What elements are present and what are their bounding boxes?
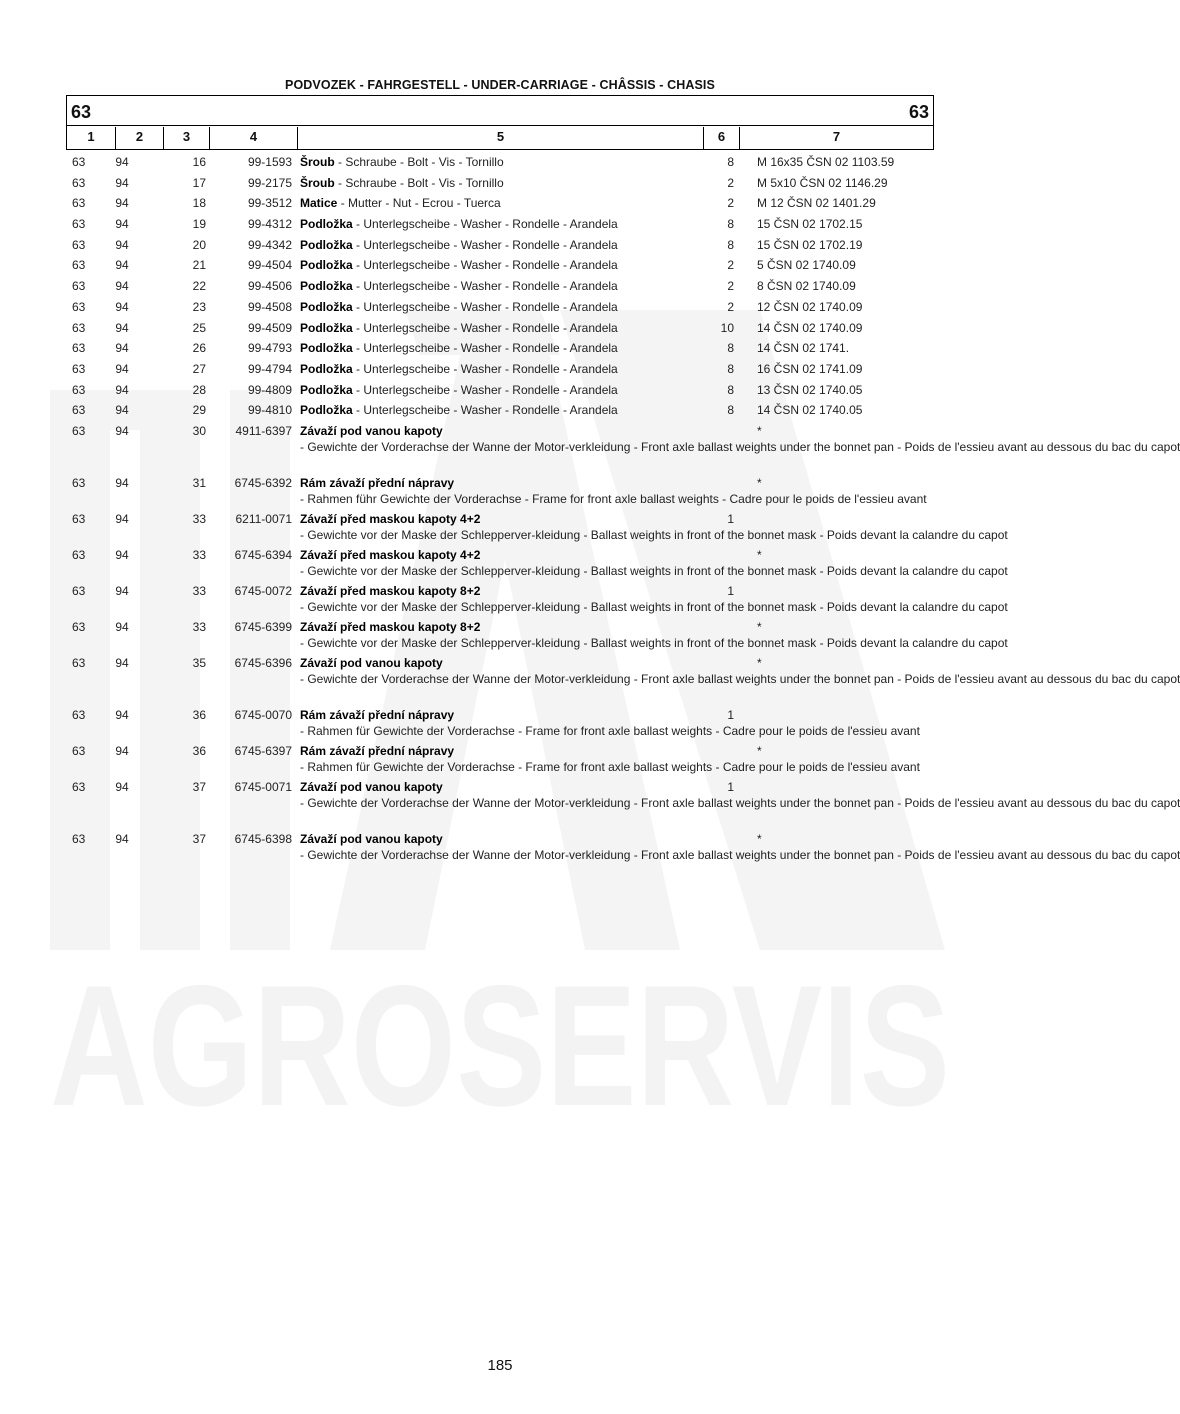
part-name: Závaží pod vanou kapoty: [300, 831, 443, 846]
cell-col1: 63: [72, 361, 86, 376]
cell-note: M 5x10 ČSN 02 1146.29: [757, 175, 888, 190]
table-header: [66, 95, 934, 150]
page-number: 185: [487, 1357, 513, 1374]
cell-col1: 63: [72, 382, 86, 397]
cell-col3: 36: [192, 707, 206, 722]
table-row: [0, 235, 1000, 256]
cell-part-number: 99-4810: [247, 403, 292, 418]
part-name: Rám závaží přední nápravy: [300, 743, 455, 758]
cell-part-number: 6745-6394: [234, 547, 292, 562]
cell-note: 15 ČSN 02 1702.19: [757, 237, 863, 252]
cell-col1: 63: [72, 583, 86, 598]
cell-quantity: 8: [727, 403, 734, 418]
cell-quantity: 8: [727, 237, 734, 252]
part-name: Podložka: [300, 279, 353, 294]
cell-col2: 94: [115, 196, 129, 211]
table-row: [0, 473, 1000, 509]
cell-col3: 30: [192, 423, 206, 438]
cell-col1: 63: [72, 831, 86, 846]
cell-note: M 16x35 ČSN 02 1103.59: [757, 155, 895, 169]
cell-description: [300, 423, 1180, 455]
cell-col1: 63: [72, 655, 86, 670]
cell-col3: 33: [192, 619, 206, 634]
part-translations: - Unterlegscheibe - Washer - Rondelle - Arandela: [352, 237, 618, 252]
cell-part-number: 6745-6397: [234, 743, 292, 758]
cell-col3: 28: [192, 382, 206, 397]
part-name: Podložka: [300, 382, 353, 397]
part-name: Závaží před maskou kapoty 4+2: [300, 547, 481, 562]
cell-col3: 36: [192, 743, 206, 758]
cell-note: 12 ČSN 02 1740.09: [757, 299, 863, 314]
cell-description: [300, 216, 700, 232]
cell-col2: 94: [115, 217, 129, 232]
table-row: [0, 829, 1180, 881]
cell-description: [300, 707, 920, 739]
cell-col1: 63: [72, 175, 86, 190]
cell-description: [300, 583, 1008, 615]
cell-description: [300, 655, 1180, 687]
cell-col2: 94: [115, 341, 129, 356]
cell-quantity: 2: [727, 258, 734, 273]
cell-col2: 94: [115, 175, 129, 190]
cell-col1: 63: [72, 217, 86, 232]
part-translations: - Gewichte der Vorderachse der Wanne der Motor-verkleidung - Front axle ballast weights under the bonnet pan - Poids de l'essieu avant au dessous du bac du capot: [300, 671, 1180, 686]
cell-description: [300, 175, 700, 191]
part-name: Podložka: [300, 237, 353, 252]
cell-col1: 63: [72, 707, 86, 722]
column-header-4: 4: [209, 127, 297, 149]
cell-description: [300, 619, 1008, 651]
part-translations: - Unterlegscheibe - Washer - Rondelle - Arandela: [352, 320, 618, 335]
cell-note: *: [757, 423, 762, 438]
section-number-left: 63: [71, 102, 92, 122]
cell-description: [300, 237, 700, 253]
cell-col2: 94: [115, 382, 129, 397]
cell-quantity: 2: [727, 299, 734, 314]
part-translations: - Unterlegscheibe - Washer - Rondelle - Arandela: [352, 403, 618, 418]
cell-quantity: 1: [727, 583, 734, 598]
cell-col2: 94: [115, 583, 129, 598]
cell-part-number: 4911-6397: [235, 423, 292, 438]
part-name: Závaží pod vanou kapoty: [300, 779, 443, 794]
cell-col3: 29: [192, 403, 206, 418]
cell-col2: 94: [115, 619, 129, 634]
cell-note: *: [757, 655, 762, 670]
part-name: Podložka: [300, 217, 353, 232]
cell-note: 5 ČSN 02 1740.09: [757, 258, 856, 273]
part-name: Šroub: [300, 175, 335, 190]
cell-part-number: 99-1593: [247, 155, 292, 169]
cell-col1: 63: [72, 511, 86, 526]
part-name: Závaží před maskou kapoty 8+2: [300, 583, 481, 598]
cell-description: [300, 299, 700, 315]
cell-part-number: 99-2175: [247, 175, 292, 190]
table-row: [0, 152, 1000, 173]
cell-part-number: 99-4506: [247, 279, 292, 294]
cell-part-number: 99-4794: [247, 361, 292, 376]
cell-quantity: 2: [727, 279, 734, 294]
part-name: Matice: [300, 196, 338, 211]
column-header-2: 2: [115, 127, 163, 149]
cell-quantity: 1: [727, 511, 734, 526]
cell-col1: 63: [72, 779, 86, 794]
cell-col3: 16: [192, 155, 206, 169]
cell-description: [300, 382, 700, 398]
cell-description: [300, 402, 700, 418]
cell-col2: 94: [115, 831, 129, 846]
cell-col3: 21: [192, 258, 206, 273]
table-row: [0, 705, 1000, 741]
cell-part-number: 99-4809: [247, 382, 292, 397]
part-translations: - Schraube - Bolt - Vis - Tornillo: [334, 175, 504, 190]
cell-part-number: 6745-0070: [234, 707, 292, 722]
cell-col1: 63: [72, 155, 86, 169]
part-translations: - Unterlegscheibe - Washer - Rondelle - Arandela: [352, 258, 618, 273]
cell-col3: 25: [192, 320, 206, 335]
cell-quantity: 8: [727, 382, 734, 397]
part-name: Závaží pod vanou kapoty: [300, 423, 443, 438]
cell-part-number: 99-4504: [247, 258, 292, 273]
table-row: [0, 214, 1000, 235]
cell-quantity: 8: [727, 155, 734, 169]
column-header-7: 7: [739, 127, 933, 149]
watermark-text: AGROSERVIS: [50, 950, 950, 1142]
part-name: Rám závaží přední nápravy: [300, 475, 455, 490]
cell-col3: 23: [192, 299, 206, 314]
cell-note: 8 ČSN 02 1740.09: [757, 279, 856, 294]
table-row: [0, 338, 1000, 359]
cell-col3: 31: [192, 475, 206, 490]
cell-quantity: 8: [727, 361, 734, 376]
cell-description: [300, 257, 700, 273]
page-title: PODVOZEK - FAHRGESTELL - UNDER-CARRIAGE - CHÂSSIS - CHASIS: [285, 78, 715, 92]
part-translations: - Unterlegscheibe - Washer - Rondelle - Arandela: [352, 279, 618, 294]
cell-col2: 94: [115, 361, 129, 376]
table-row: [0, 617, 1008, 653]
part-translations: - Unterlegscheibe - Washer - Rondelle - Arandela: [352, 341, 618, 356]
cell-part-number: 6745-6396: [234, 655, 292, 670]
table-row: [0, 741, 1000, 777]
part-name: Podložka: [300, 258, 353, 273]
table-row: [0, 173, 1000, 194]
part-name: Závaží před maskou kapoty 4+2: [300, 511, 481, 526]
cell-description: [300, 779, 1180, 811]
part-translations: - Unterlegscheibe - Washer - Rondelle - Arandela: [352, 382, 618, 397]
table-row: [0, 380, 1000, 401]
cell-col3: 33: [192, 511, 206, 526]
cell-quantity: 8: [727, 217, 734, 232]
cell-col3: 20: [192, 237, 206, 252]
cell-description: [300, 340, 700, 356]
cell-part-number: 99-4793: [247, 341, 292, 356]
cell-description: [300, 361, 700, 377]
cell-part-number: 6211-0071: [235, 511, 292, 526]
table-row: [0, 581, 1008, 617]
cell-col2: 94: [115, 155, 129, 169]
part-name: Podložka: [300, 403, 353, 418]
cell-note: 14 ČSN 02 1740.09: [757, 320, 863, 335]
cell-quantity: 2: [727, 175, 734, 190]
cell-col2: 94: [115, 237, 129, 252]
cell-col2: 94: [115, 475, 129, 490]
table-row: [0, 318, 1000, 339]
cell-note: *: [757, 475, 762, 490]
cell-note: 14 ČSN 02 1741.: [757, 341, 850, 356]
part-translations: - Gewichte vor der Maske der Schlepperver-kleidung - Ballast weights in front of the bonnet mask - Poids devant la calandre du capot: [300, 635, 1008, 650]
table-row: [0, 359, 1000, 380]
cell-col2: 94: [115, 403, 129, 418]
cell-col2: 94: [115, 258, 129, 273]
table-row: [0, 297, 1000, 318]
part-name: Podložka: [300, 341, 353, 356]
cell-note: M 12 ČSN 02 1401.29: [757, 196, 876, 211]
table-row: [0, 400, 1000, 421]
cell-col3: 18: [192, 196, 206, 211]
cell-col1: 63: [72, 475, 86, 490]
cell-col1: 63: [72, 547, 86, 562]
cell-col3: 19: [192, 217, 206, 232]
cell-part-number: 6745-6399: [234, 619, 292, 634]
cell-col3: 26: [192, 341, 206, 356]
cell-col2: 94: [115, 779, 129, 794]
cell-col1: 63: [72, 403, 86, 418]
part-translations: - Gewichte der Vorderachse der Wanne der Motor-verkleidung - Front axle ballast weights under the bonnet pan - Poids de l'essieu avant au dessous du bac du capot: [300, 847, 1180, 862]
column-header-3: 3: [163, 127, 209, 149]
cell-part-number: 6745-6392: [234, 475, 292, 490]
cell-col2: 94: [115, 423, 129, 438]
cell-col3: 37: [192, 779, 206, 794]
part-name: Podložka: [300, 299, 353, 314]
cell-part-number: 99-4508: [247, 299, 292, 314]
cell-note: *: [757, 743, 762, 758]
parts-list: [0, 152, 1180, 881]
cell-description: [300, 547, 1008, 579]
part-translations: - Gewichte vor der Maske der Schlepperver-kleidung - Ballast weights in front of the bonnet mask - Poids devant la calandre du capot: [300, 599, 1008, 614]
cell-col1: 63: [72, 279, 86, 294]
table-row: [0, 777, 1180, 829]
cell-part-number: 6745-6398: [234, 831, 292, 846]
cell-part-number: 99-4312: [247, 217, 292, 232]
cell-col2: 94: [115, 511, 129, 526]
cell-col1: 63: [72, 743, 86, 758]
cell-col2: 94: [115, 547, 129, 562]
part-translations: - Rahmen für Gewichte der Vorderachse - Frame for front axle ballast weights - Cadre pour le poids de l'essieu avant: [300, 759, 920, 774]
cell-col3: 27: [192, 361, 206, 376]
table-row: [0, 509, 1008, 545]
cell-part-number: 99-4342: [247, 237, 292, 252]
part-name: Podložka: [300, 361, 353, 376]
part-translations: - Mutter - Nut - Ecrou - Tuerca: [337, 196, 501, 211]
table-row: [0, 653, 1180, 705]
cell-col1: 63: [72, 237, 86, 252]
part-translations: - Schraube - Bolt - Vis - Tornillo: [334, 155, 504, 169]
cell-quantity: 1: [727, 779, 734, 794]
part-translations: - Unterlegscheibe - Washer - Rondelle - Arandela: [352, 361, 618, 376]
part-name: Závaží pod vanou kapoty: [300, 655, 443, 670]
cell-part-number: 6745-0072: [234, 583, 292, 598]
cell-description: [300, 278, 700, 294]
cell-quantity: 8: [727, 341, 734, 356]
cell-col1: 63: [72, 196, 86, 211]
header-divider: [67, 125, 933, 126]
column-header-1: 1: [87, 129, 95, 144]
cell-description: [300, 154, 700, 170]
cell-col1: 63: [72, 423, 86, 438]
cell-description: [300, 743, 920, 775]
cell-note: 15 ČSN 02 1702.15: [757, 217, 863, 232]
part-name: Šroub: [300, 155, 335, 169]
cell-col1: 63: [72, 341, 86, 356]
cell-col2: 94: [115, 320, 129, 335]
cell-col3: 33: [192, 547, 206, 562]
cell-col2: 94: [115, 707, 129, 722]
cell-note: *: [757, 547, 762, 562]
cell-description: [300, 511, 1008, 543]
cell-col3: 22: [192, 279, 206, 294]
cell-description: [300, 475, 927, 507]
column-header-6: 6: [703, 127, 739, 149]
cell-part-number: 99-4509: [247, 320, 292, 335]
cell-part-number: 6745-0071: [234, 779, 292, 794]
cell-col3: 35: [192, 655, 206, 670]
cell-quantity: 2: [727, 196, 734, 211]
cell-col1: 63: [72, 619, 86, 634]
cell-description: [300, 320, 700, 336]
part-translations: - Gewichte vor der Maske der Schlepperver-kleidung - Ballast weights in front of the bonnet mask - Poids devant la calandre du capot: [300, 527, 1008, 542]
part-translations: - Gewichte vor der Maske der Schlepperver-kleidung - Ballast weights in front of the bonnet mask - Poids devant la calandre du capot: [300, 563, 1008, 578]
cell-note: *: [757, 619, 762, 634]
part-translations: - Rahmen führ Gewichte der Vorderachse - Frame for front axle ballast weights - Cadre pour le poids de l'essieu avant: [300, 491, 927, 506]
cell-note: 16 ČSN 02 1741.09: [757, 361, 863, 376]
table-row: [0, 421, 1180, 473]
part-translations: - Rahmen für Gewichte der Vorderachse - Frame for front axle ballast weights - Cadre pour le poids de l'essieu avant: [300, 723, 920, 738]
cell-col3: 37: [192, 831, 206, 846]
cell-col2: 94: [115, 743, 129, 758]
cell-col2: 94: [115, 655, 129, 670]
cell-quantity: 1: [727, 707, 734, 722]
cell-note: 13 ČSN 02 1740.05: [757, 382, 863, 397]
column-header-5: 5: [297, 127, 703, 149]
table-row: [0, 545, 1008, 581]
table-row: [0, 255, 1000, 276]
part-translations: - Unterlegscheibe - Washer - Rondelle - Arandela: [352, 217, 618, 232]
section-number-right: 63: [908, 102, 929, 122]
cell-col2: 94: [115, 279, 129, 294]
part-name: Podložka: [300, 320, 353, 335]
table-row: [0, 276, 1000, 297]
cell-description: [300, 831, 1180, 863]
cell-col1: 63: [72, 299, 86, 314]
part-translations: - Gewichte der Vorderachse der Wanne der Motor-verkleidung - Front axle ballast weights under the bonnet pan - Poids de l'essieu avant au dessous du bac du capot: [300, 795, 1180, 810]
cell-col2: 94: [115, 299, 129, 314]
cell-col1: 63: [72, 320, 86, 335]
cell-note: 14 ČSN 02 1740.05: [757, 403, 863, 418]
part-translations: - Gewichte der Vorderachse der Wanne der Motor-verkleidung - Front axle ballast weights under the bonnet pan - Poids de l'essieu avant au dessous du bac du capot: [300, 439, 1180, 454]
cell-description: [300, 195, 700, 211]
part-name: Závaží před maskou kapoty 8+2: [300, 619, 481, 634]
cell-part-number: 99-3512: [247, 196, 292, 211]
part-name: Rám závaží přední nápravy: [300, 707, 455, 722]
cell-quantity: 10: [720, 320, 734, 335]
cell-col3: 33: [192, 583, 206, 598]
cell-note: *: [757, 831, 762, 846]
part-translations: - Unterlegscheibe - Washer - Rondelle - Arandela: [352, 299, 618, 314]
table-row: [0, 193, 1000, 214]
cell-col3: 17: [192, 175, 206, 190]
cell-col1: 63: [72, 258, 86, 273]
